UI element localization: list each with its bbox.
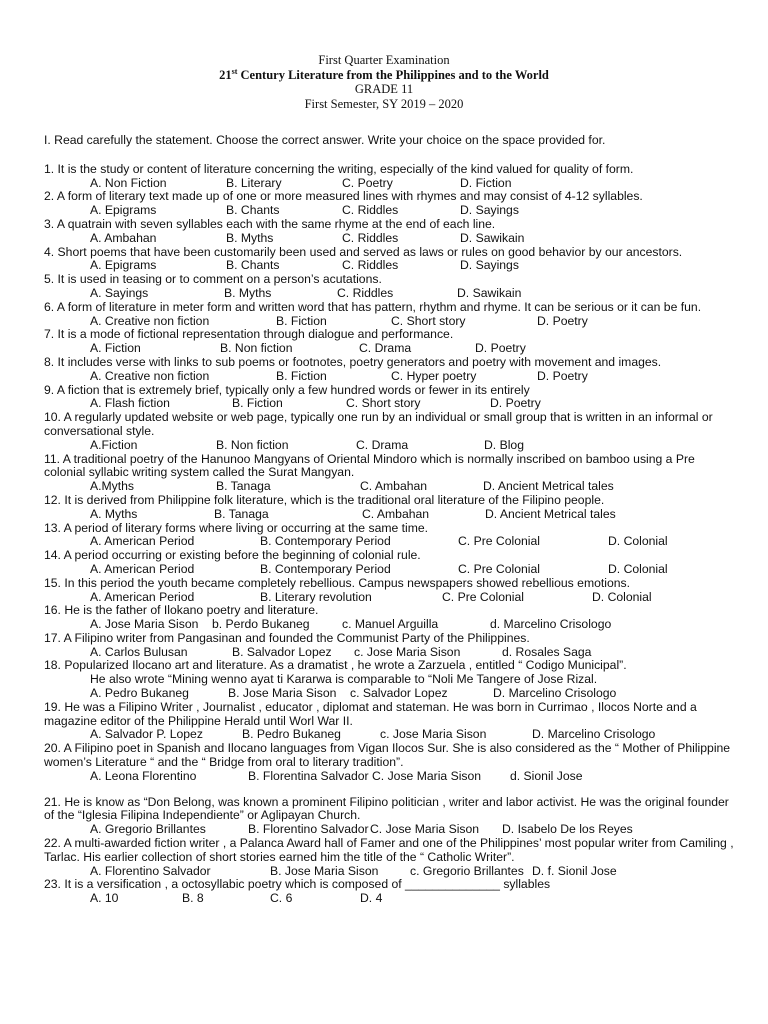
answer-option: A. Epigrams [90,258,157,273]
answer-option: A. Gregorio Brillantes [90,822,206,837]
answer-option: D. Poetry [537,368,588,383]
answer-options [90,232,734,246]
answer-option: B. Non fiction [220,341,293,356]
answer-option: A. American Period [90,589,195,604]
answer-option: c. Manuel Arguilla [342,617,439,632]
answer-options [90,728,734,742]
answer-option: A. Non Fiction [90,175,167,190]
answer-option: B. Tanaga [216,479,271,494]
answer-options [90,342,734,356]
question-text: 1. It is the study or content of literature concerning the writing, especially of the kind valued for quality of form. [44,161,634,176]
answer-option: B. Myths [224,285,272,300]
answer-option: D. Colonial [592,589,652,604]
answer-option: B. Fiction [276,368,327,383]
question-item [44,784,734,837]
question-text: 19. He was a Filipino Writer , Journalist , educator , diplomat and stateman. He was born in Currimao , Ilocos Norte and a magazine editor of the Philippine Herald until Worl War II. [44,699,697,728]
answer-option: D. 4 [360,891,383,906]
semester: First Semester, SY 2019 – 2020 [304,96,464,111]
answer-option: D. Sayings [460,203,519,218]
answer-option: C. Ambahan [362,506,430,521]
question-text-continued: He also wrote “Mining wenno ayat ti Kararwa is comparable to “Noli Me Tangere of Jose Rizal. [90,672,598,687]
question-item [44,742,734,783]
spacer [44,784,734,796]
answer-option: C. Riddles [342,230,399,245]
answer-option: A. Pedro Bukaneg [90,686,189,701]
answer-option: D. Isabelo De los Reyes [502,822,633,837]
answer-option: B. Jose Maria Sison [270,863,379,878]
question-item [44,632,734,660]
question-text: 12. It is derived from Philippine folk literature, which is the traditional oral literature of the Filipino people. [44,492,605,507]
answer-options [90,315,734,329]
answer-option: B. Myths [226,230,274,245]
exam-title: First Quarter Examination [318,53,450,67]
question-item [44,301,734,329]
question-item [44,356,734,384]
answer-option: A. Epigrams [90,203,157,218]
question-text: 4. Short poems that have been customarily been used and served as laws or rules on good behavior by our ancestors. [44,244,683,259]
question-item [44,411,734,452]
answer-option: C. Riddles [337,285,394,300]
question-item [44,190,734,218]
question-item [44,494,734,522]
answer-option: d. Rosales Saga [502,644,592,659]
answer-option: A. Salvador P. Lopez [90,727,203,742]
question-item [44,878,734,906]
answer-option: A. Florentino Salvador [90,863,211,878]
question-list [44,163,734,906]
answer-option: D. f. Sionil Jose [532,863,617,878]
answer-option: B. Pedro Bukaneg [242,727,341,742]
question-text: 6. A form of literature in meter form and written word that has pattern, rhythm and rhyme. It can be serious or it can be fun. [44,299,702,314]
answer-option: A. Ambahan [90,230,157,245]
question-text: 14. A period occurring or existing before the beginning of colonial rule. [44,548,421,563]
answer-options [90,259,734,273]
answer-option: C. Ambahan [360,479,428,494]
question-item [44,522,734,550]
question-text: 8. It includes verse with links to sub poems or footnotes, poetry generators and poetry with movement and images. [44,354,662,369]
answer-options [90,287,734,301]
answer-option: A. Leona Florentino [90,768,197,783]
question-text: 10. A regularly updated website or web page, typically one run by an individual or small group that is written in an informal or conversational style. [44,410,713,438]
question-item [44,659,734,700]
answer-options [90,508,734,522]
answer-option: d. Sionil Jose [510,768,583,783]
subject-ordinal-suffix: st [231,66,238,76]
answer-option: C. Jose Maria Sison [370,822,480,837]
answer-options [90,563,734,577]
answer-option: B. 8 [182,891,204,906]
subject-title [0,68,768,83]
answer-option: D. Ancient Metrical tales [483,479,614,494]
question-text: 23. It is a versification , a octosyllabic poetry which is composed of ______________ syllables [44,877,551,892]
question-text: 7. It is a mode of fictional representation through dialogue and performance. [44,327,454,342]
answer-option: c. Salvador Lopez [350,686,448,701]
question-item [44,218,734,246]
answer-option: D. Poetry [475,341,526,356]
answer-option: C. Poetry [342,175,393,190]
answer-option: A. American Period [90,534,195,549]
answer-options [90,591,734,605]
answer-options [90,480,734,494]
question-text: 9. A fiction that is extremely brief, typically only a few hundred words or fewer in its entirely [44,382,530,397]
question-item [44,701,734,742]
answer-option: A. Myths [90,506,138,521]
question-item [44,163,734,191]
answer-option: A.Myths [90,479,135,494]
question-item [44,837,734,878]
instructions: I. Read carefully the statement. Choose the correct answer. Write your choice on the space provided for. [44,133,606,147]
answer-option: B. Literary [226,175,282,190]
exam-body [44,134,734,906]
answer-options [90,370,734,384]
answer-option: D. Blog [484,437,524,452]
answer-option: A. Jose Maria Sison [90,617,199,632]
answer-options [90,397,734,411]
answer-option: D. Ancient Metrical tales [485,506,616,521]
answer-option: C. Hyper poetry [391,368,477,383]
answer-option: C. Riddles [342,258,399,273]
subject-ordinal: 21 [219,67,232,82]
answer-option: C. Pre Colonial [458,561,540,576]
question-text: 2. A form of literary text made up of one or more measured lines with rhymes and may consist of 4-12 syllables. [44,189,643,204]
answer-option: c. Jose Maria Sison [354,644,461,659]
question-text: 18. Popularized Ilocano art and literature. As a dramatist , he wrote a Zarzuela , entitled “ Codigo Municipal”. [44,658,627,673]
answer-options [90,865,734,879]
answer-option: A. Fiction [90,341,141,356]
answer-options [90,646,734,660]
answer-option: D. Poetry [537,313,588,328]
answer-option: B. Florentino Salvador [248,822,369,837]
answer-options [90,618,734,632]
answer-option: C. Short story [346,396,421,411]
question-item [44,549,734,577]
question-item [44,453,734,494]
answer-options [90,204,734,218]
answer-option: D. Sawikain [460,230,525,245]
answer-options [90,823,734,837]
answer-option: A. Flash fiction [90,396,170,411]
answer-option: C. Riddles [342,203,399,218]
question-text: 15. In this period the youth became completely rebellious. Campus newspapers showed rebellious emotions. [44,575,630,590]
grade-level: GRADE 11 [354,82,414,96]
answer-option: B. Fiction [276,313,327,328]
answer-option: A. 10 [90,891,119,906]
answer-option: D. Poetry [490,396,541,411]
answer-option: C. 6 [270,891,293,906]
question-item [44,328,734,356]
answer-options [90,535,734,549]
answer-option: B. Chants [226,258,280,273]
answer-option: D. Colonial [608,561,668,576]
answer-option: C. Short story [391,313,466,328]
answer-option: c. Jose Maria Sison [380,727,487,742]
answer-option: D. Sayings [460,258,519,273]
question-item [44,384,734,412]
answer-option: A. Creative non fiction [90,313,210,328]
answer-option: c. Gregorio Brillantes [410,863,524,878]
answer-option: B. Tanaga [214,506,269,521]
question-text: 20. A Filipino poet in Spanish and Ilocano languages from Vigan Ilocos Sur. She is also considered as the “ Mother of Philippine women’s Literature “ and the “ Bridge from oral to literary tradition”. [44,741,731,770]
answer-option: A. Creative non fiction [90,368,210,383]
answer-option: C. Pre Colonial [458,534,540,549]
answer-option: D. Sawikain [457,285,522,300]
question-item [44,246,734,274]
answer-option: B. Jose Maria Sison [228,686,337,701]
question-item [44,577,734,605]
answer-option: B. Contemporary Period [260,534,391,549]
answer-option: C. Drama [356,437,409,452]
answer-option: A. American Period [90,561,195,576]
answer-option: B. Contemporary Period [260,561,391,576]
question-text: 13. A period of literary forms where living or occurring at the same time. [44,520,429,535]
answer-option: C. Drama [359,341,412,356]
answer-option: B. Salvador Lopez [232,644,332,659]
answer-options [90,177,734,191]
answer-option: D. Marcelino Crisologo [493,686,617,701]
answer-option: d. Marcelino Crisologo [490,617,612,632]
answer-option: C. Jose Maria Sison [372,768,482,783]
question-text: 3. A quatrain with seven syllables each with the same rhyme at the end of each line. [44,216,496,231]
question-text: 5. It is used in teasing or to comment on a person’s acutations. [44,272,382,287]
question-text: 22. A multi-awarded fiction writer , a Palanca Award hall of Famer and one of the Philippines’ most popular writer from Camiling , Tarlac. His earlier collection of short stories earned him the title of the “ Catholic Writer”. [44,836,734,864]
question-item [44,273,734,301]
answer-options [90,687,734,701]
answer-option: A. Carlos Bulusan [90,644,188,659]
answer-option: D. Marcelino Crisologo [532,727,656,742]
answer-option: B. Non fiction [216,437,289,452]
question-text: 16. He is the father of Ilokano poetry and literature. [44,603,319,618]
answer-option: B. Fiction [232,396,283,411]
answer-option: B. Literary revolution [260,589,372,604]
answer-option: C. Pre Colonial [442,589,524,604]
question-text: 21. He is know as “Don Belong, was known a prominent Filipino politician , writer and labor activist. He was the original founder of the “Iglesia Filipina Independiente” or Aglipayan Church. [44,794,729,823]
question-text: 17. A Filipino writer from Pangasinan and founded the Communist Party of the Philippines. [44,630,530,645]
answer-option: B. Chants [226,203,280,218]
answer-options [90,770,734,784]
answer-option: D. Colonial [608,534,668,549]
answer-option: b. Perdo Bukaneg [212,617,310,632]
answer-options [90,892,734,906]
answer-option: A. Sayings [90,285,149,300]
subject-name: Century Literature from the Philippines and to the World [237,67,549,82]
answer-option: B. Florentina Salvador [248,768,369,783]
question-text: 11. A traditional poetry of the Hanunoo Mangyans of Oriental Mindoro which is normally inscribed on bamboo using a Pre colonial syllabic writing system called the Surat Mangyan. [44,451,695,480]
answer-options [90,439,734,453]
exam-header [0,53,768,111]
answer-option: A.Fiction [90,437,138,452]
question-item [44,604,734,632]
answer-option: D. Fiction [460,175,512,190]
